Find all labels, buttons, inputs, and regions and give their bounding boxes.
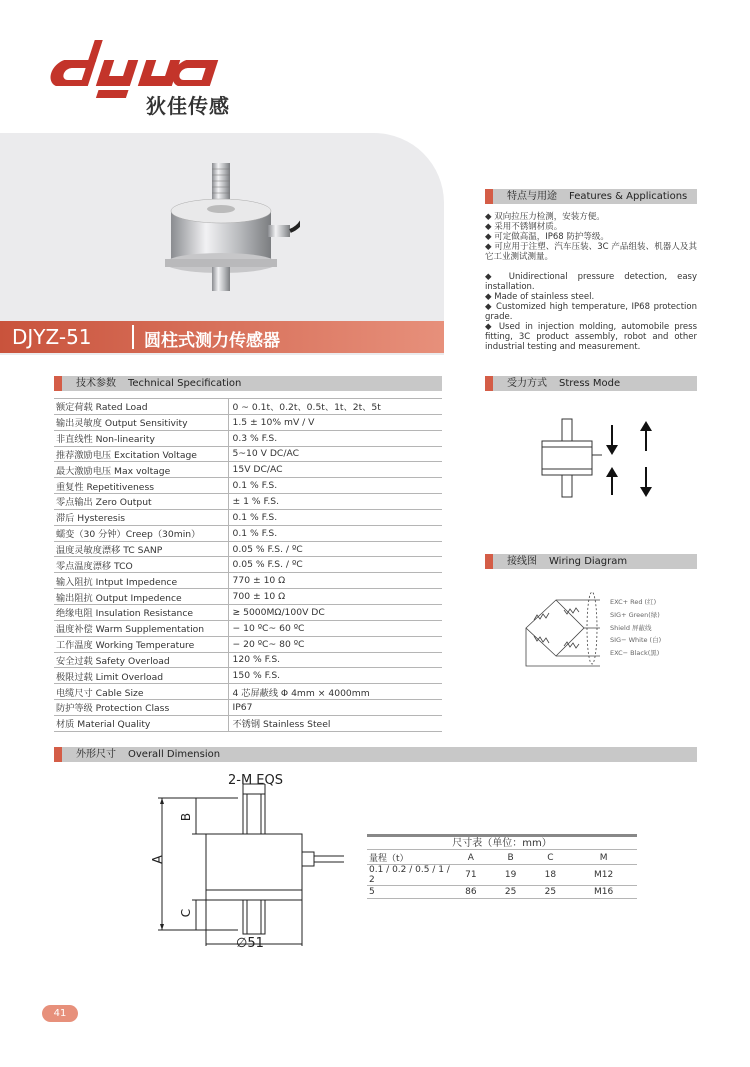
stress-header	[485, 376, 697, 391]
spec-row	[54, 430, 442, 446]
product-name: 圆柱式测力传感器	[144, 331, 280, 351]
spec-value: 770 ± 10 Ω	[228, 573, 442, 589]
dimension-cell: 71	[451, 865, 491, 886]
spec-value: 15V DC/AC	[228, 462, 442, 478]
feature-item: ◆ 双向拉压力检测，安装方便。	[485, 212, 605, 222]
features-header	[485, 189, 697, 204]
features-header-cn: 特点与用途	[507, 191, 557, 202]
spec-value: − 20 ºC~ 80 ºC	[228, 636, 442, 652]
spec-row	[54, 589, 442, 605]
spec-label: 温度补偿 Warm Supplementation	[54, 620, 228, 636]
wiring-bridge-diagram	[518, 590, 604, 670]
dimension-table-caption: 尺寸表（单位：mm）	[367, 834, 637, 850]
dimension-cell: 18	[531, 865, 571, 886]
spec-row	[54, 636, 442, 652]
spec-value: 150 % F.S.	[228, 668, 442, 684]
wire-label: SIG+ Green(绿)	[610, 610, 660, 619]
features-list	[485, 212, 697, 352]
feature-spacer	[485, 262, 697, 272]
stress-header-cn: 受力方式	[507, 378, 547, 389]
spec-row	[54, 541, 442, 557]
product-model: DJYZ-51	[12, 325, 92, 349]
spec-label: 滞后 Hysteresis	[54, 509, 228, 525]
spec-value: 0.05 % F.S. / ºC	[228, 541, 442, 557]
spec-header-cn: 技术参数	[76, 378, 116, 389]
dimension-cell: 5	[367, 886, 451, 899]
dimension-column-header: B	[491, 851, 531, 865]
spec-row	[54, 620, 442, 636]
spec-row	[54, 414, 442, 430]
feature-item: ◆ Customized high temperature, IP68 protection grade.	[485, 302, 697, 322]
wiring-legend	[610, 596, 661, 660]
wiring-header-cn: 接线图	[507, 556, 537, 567]
feature-item: ◆ 可应用于注塑、汽车压装、3C 产品组装、机器人及其它工业测试测量。	[485, 242, 697, 262]
dim-label-a: A	[150, 855, 166, 864]
product-title-bar	[0, 321, 444, 353]
spec-value: ≥ 5000MΩ/100V DC	[228, 604, 442, 620]
spec-label: 安全过载 Safety Overload	[54, 652, 228, 668]
spec-value: − 10 ºC~ 60 ºC	[228, 620, 442, 636]
spec-value: 0.1 % F.S.	[228, 525, 442, 541]
arrow-down-icon	[606, 425, 618, 455]
spec-row	[54, 446, 442, 462]
stress-mode-diagram	[520, 415, 660, 505]
spec-label: 输出灵敏度 Output Sensitivity	[54, 414, 228, 430]
arrow-up-icon	[606, 467, 618, 495]
spec-value: 0 ~ 0.1t、0.2t、0.5t、1t、2t、5t	[228, 399, 442, 415]
spec-label: 温度灵敏度漂移 TC SANP	[54, 541, 228, 557]
arrow-down-icon	[640, 467, 652, 497]
wiring-header-en: Wiring Diagram	[549, 556, 628, 567]
spec-value: 5~10 V DC/AC	[228, 446, 442, 462]
spec-value: ± 1 % F.S.	[228, 494, 442, 510]
spec-label: 重复性 Repetitiveness	[54, 478, 228, 494]
spec-label: 极限过载 Limit Overload	[54, 668, 228, 684]
spec-value: 0.1 % F.S.	[228, 478, 442, 494]
spec-value: 0.05 % F.S. / ºC	[228, 557, 442, 573]
dim-label-b: B	[179, 812, 194, 822]
dimension-column-header: 量程（t）	[367, 851, 451, 865]
spec-row	[54, 684, 442, 700]
dimension-column-header: C	[531, 851, 571, 865]
dimension-cell: 0.1 / 0.2 / 0.5 / 1 / 2	[369, 865, 450, 885]
spec-label: 额定荷载 Rated Load	[54, 399, 228, 415]
spec-label: 防护等级 Protection Class	[54, 700, 228, 716]
spec-value: 120 % F.S.	[228, 652, 442, 668]
spec-value: 0.1 % F.S.	[228, 509, 442, 525]
spec-label: 电缆尺寸 Cable Size	[54, 684, 228, 700]
dimension-cell: 86	[451, 886, 491, 899]
dimension-cell: 25	[491, 886, 531, 899]
dimension-header-en: Overall Dimension	[128, 749, 221, 760]
spec-row	[54, 700, 442, 716]
spec-header-en: Technical Specification	[128, 378, 242, 389]
spec-label: 零点输出 Zero Output	[54, 494, 228, 510]
spec-value: 不锈钢 Stainless Steel	[228, 715, 442, 731]
spec-value: 700 ± 10 Ω	[228, 589, 442, 605]
dimension-table	[367, 851, 637, 899]
feature-item: ◆ 采用不锈钢材质。	[485, 222, 563, 232]
stress-header-en: Stress Mode	[559, 378, 621, 389]
dimension-column-header: M	[570, 851, 637, 865]
spec-value: 1.5 ± 10% mV / V	[228, 414, 442, 430]
dimension-cell: M16	[570, 886, 637, 899]
spec-label: 输出阻抗 Output Impedence	[54, 589, 228, 605]
arrow-up-icon	[640, 421, 652, 451]
spec-row	[54, 494, 442, 510]
wiring-header	[485, 554, 697, 569]
dimension-drawing	[150, 770, 350, 955]
wire-label: EXC− Black(黑)	[610, 649, 660, 658]
spec-row	[54, 399, 442, 415]
diameter-label: ∅51	[236, 936, 264, 951]
dimension-header-cn: 外形尺寸	[76, 749, 116, 760]
features-header-en: Features & Applications	[569, 191, 688, 202]
dimension-cell: 19	[491, 865, 531, 886]
feature-item: ◆ Unidirectional pressure detection, easy installation.	[485, 272, 697, 292]
spec-label: 最大激励电压 Max voltage	[54, 462, 228, 478]
title-divider	[132, 325, 134, 349]
spec-label: 材质 Material Quality	[54, 715, 228, 731]
dimension-cell: M12	[570, 865, 637, 886]
spec-value: IP67	[228, 700, 442, 716]
spec-row	[54, 573, 442, 589]
spec-label: 绝缘电阻 Insulation Resistance	[54, 604, 228, 620]
dimension-cell: 25	[531, 886, 571, 899]
feature-item: ◆ 可定做高温，IP68 防护等级。	[485, 232, 609, 242]
spec-label: 非直线性 Non-linearity	[54, 430, 228, 446]
dim-label-c: C	[179, 908, 194, 918]
dimension-column-header: A	[451, 851, 491, 865]
brand-name: 狄佳传感	[146, 94, 230, 118]
spec-label: 蠕变（30 分钟）Creep（30min）	[54, 525, 228, 541]
dimension-header-row	[367, 851, 637, 865]
spec-row	[54, 525, 442, 541]
spec-row	[54, 715, 442, 731]
spec-label: 零点温度漂移 TCO	[54, 557, 228, 573]
wire-label: Shield 屏蔽线	[610, 623, 652, 632]
spec-value: 0.3 % F.S.	[228, 430, 442, 446]
wire-label: EXC+ Red (红)	[610, 598, 657, 606]
thread-label: 2-M EQS	[228, 773, 284, 788]
spec-header	[54, 376, 442, 391]
spec-row	[54, 604, 442, 620]
spec-label: 输入阻抗 Intput Impedence	[54, 573, 228, 589]
spec-row	[54, 462, 442, 478]
spec-value: 4 芯屏蔽线 Φ 4mm × 4000mm	[228, 684, 442, 700]
dimension-row	[367, 886, 637, 899]
spec-label: 工作温度 Working Temperature	[54, 636, 228, 652]
spec-row	[54, 652, 442, 668]
spec-row	[54, 557, 442, 573]
feature-item: ◆ Made of stainless steel.	[485, 292, 595, 302]
dimension-header	[54, 747, 697, 762]
page-number: 41	[42, 1005, 78, 1022]
dimension-row	[367, 865, 637, 886]
spec-table	[54, 398, 442, 732]
dimension-table-block	[367, 834, 637, 850]
wire-label: SIG− White (白)	[610, 636, 662, 645]
spec-row	[54, 668, 442, 684]
spec-row	[54, 478, 442, 494]
feature-item: ◆ Used in injection molding, automobile press fitting, 3C product assembly, robot and other industrial testing and measurement.	[485, 322, 697, 352]
spec-label: 推荐激励电压 Excitation Voltage	[54, 446, 228, 462]
product-photo	[150, 153, 300, 293]
spec-row	[54, 509, 442, 525]
